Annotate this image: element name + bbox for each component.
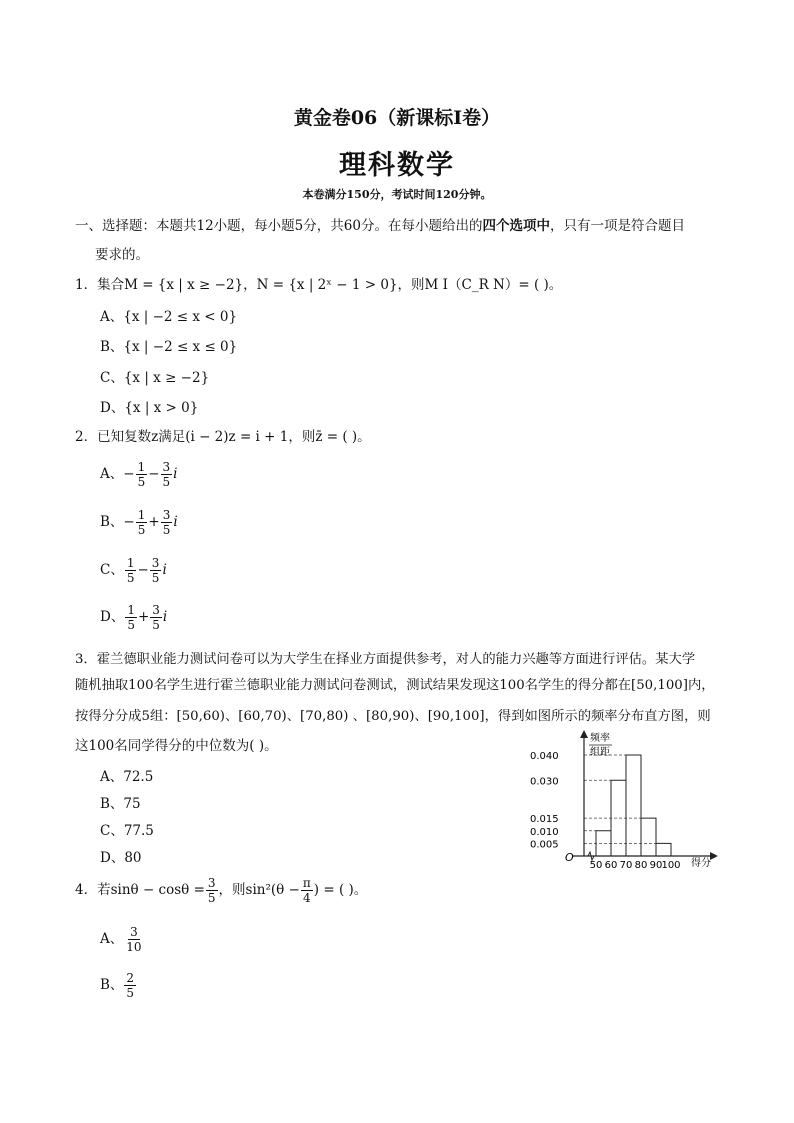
sign: − [123,466,135,482]
imaginary-unit: i [173,514,178,530]
q2-option-b[interactable] [100,508,178,537]
q1-option-b[interactable]: B、{x | −2 ≤ x ≤ 0} [100,339,238,355]
histogram-guides [584,755,656,843]
question-1-stem: 1．集合M = {x | x ≥ −2}，N = {x | 2ˣ − 1 > 0}，则M I（C_R N）= ( )。 [75,277,563,293]
exam-note: 本卷满分150分，考试时间120分钟。 [302,188,492,201]
exam-title: 理科数学 [339,150,455,181]
option-label: D、 [100,609,125,625]
q4-option-a[interactable] [100,925,145,954]
question-3-line4: 这100名同学得分的中位数为( )。 [75,738,278,754]
instructions-text-b: ，只有一项是符合题目 [549,218,685,234]
y-tick-label: 0.005 [530,839,559,851]
operator: + [148,514,160,530]
option-label: C、 [100,562,124,578]
fraction: $\frac{1}{5}$ [126,556,135,585]
q3-option-a[interactable]: A、72.5 [100,769,154,785]
x-tick-labels [590,860,681,871]
option-label: A、 [100,466,124,482]
q3-option-c[interactable]: C、77.5 [100,823,154,839]
question-2-stem: 2．已知复数z满足(i − 2)z = i + 1，则z̄ = ( )。 [75,429,371,445]
x-tick-label: 60 [604,860,618,871]
histogram-bars [596,755,671,856]
q4-option-b[interactable] [100,971,137,1000]
histogram-bar [611,780,626,856]
option-label: B、 [100,514,124,530]
instructions-emphasis: 四个选项中 [482,218,550,234]
x-tick-label: 50 [589,860,603,871]
y-axis-arrow [580,730,588,738]
operator: + [137,609,150,625]
frequency-histogram [528,728,728,872]
q2-option-d[interactable] [100,603,167,632]
y-axis-label-top: 频率 [590,733,610,744]
y-tick-label: 0.010 [530,826,559,838]
stem-text-a: 4．若sinθ − cosθ = [75,882,205,898]
fraction: $\frac{1}{5}$ [127,603,135,632]
instructions-text-a: 一、选择题：本题共12小题，每小题5分，共60分。在每小题给出的 [75,218,483,234]
x-tick-label: 70 [619,860,633,871]
histogram-bar [641,818,656,856]
x-axis-label: 得分 [691,858,711,869]
fraction: $\frac{3}{5}$ [162,508,171,537]
fraction: $\frac{\pi}{4}$ [302,876,311,905]
y-tick-label: 0.015 [530,814,559,826]
y-tick-labels [530,751,559,850]
fraction: $\frac{3}{5}$ [151,556,160,585]
operator: − [137,562,149,578]
imaginary-unit: i [162,609,168,625]
q3-option-b[interactable]: B、75 [100,796,141,812]
section-instructions-line1 [75,217,685,235]
y-tick-label: 0.040 [530,751,559,762]
fraction: $\frac{2}{5}$ [126,971,135,1000]
q1-option-d[interactable]: D、{x | x > 0} [100,400,199,416]
option-label: A、 [100,931,124,947]
fraction: $\frac{3}{10}$ [126,925,142,954]
y-axis-label-bottom: 组距 [590,747,610,758]
fraction: $\frac{1}{5}$ [137,460,146,489]
fraction: $\frac{3}{5}$ [152,603,160,632]
fraction: $\frac{3}{5}$ [207,876,216,905]
question-3-line1: 3．霍兰德职业能力测试问卷可以为大学生在择业方面提供参考，对人的能力兴趣等方面进行评估。某大学 [75,652,696,667]
stem-text-b: ，则sin²(θ − [218,882,300,898]
histogram-bar [656,843,671,856]
question-3-line3: 按得分分成5组：[50,60)、[60,70)、[70,80) 、[80,90)、[90,100]，得到如图所示的频率分布直方图，则 [75,709,711,724]
fraction: $\frac{1}{5}$ [137,508,146,537]
origin-label: O [565,851,574,864]
q1-option-a[interactable]: A、{x | −2 ≤ x < 0} [100,309,238,325]
fraction: $\frac{3}{5}$ [162,460,171,489]
imaginary-unit: i [173,466,178,482]
histogram-bar [626,755,641,856]
question-4-stem [75,876,367,905]
option-label: B、 [100,977,124,993]
exam-subtitle: 黄金卷06（新课标Ⅰ卷） [293,107,501,129]
question-3-line2: 随机抽取100名学生进行霍兰德职业能力测试问卷测试，测试结果发现这100名学生的得分都在[50,100]内， [75,678,715,693]
stem-text-c: ) = ( )。 [313,882,368,898]
q2-option-a[interactable] [100,460,177,489]
x-tick-label: 90 [649,860,663,871]
q3-option-d[interactable]: D、80 [100,850,142,866]
q2-option-c[interactable] [100,556,167,585]
q1-option-c[interactable]: C、{x | x ≥ −2} [100,370,210,386]
x-tick-label: 80 [634,860,648,871]
sign: − [123,514,135,530]
x-tick-label: 100 [661,860,681,871]
y-tick-label: 0.030 [530,776,559,788]
section-instructions-line2: 要求的。 [95,247,149,263]
imaginary-unit: i [162,562,167,578]
x-axis-arrow [710,852,718,860]
histogram-bar [596,831,611,856]
operator: − [148,466,160,482]
